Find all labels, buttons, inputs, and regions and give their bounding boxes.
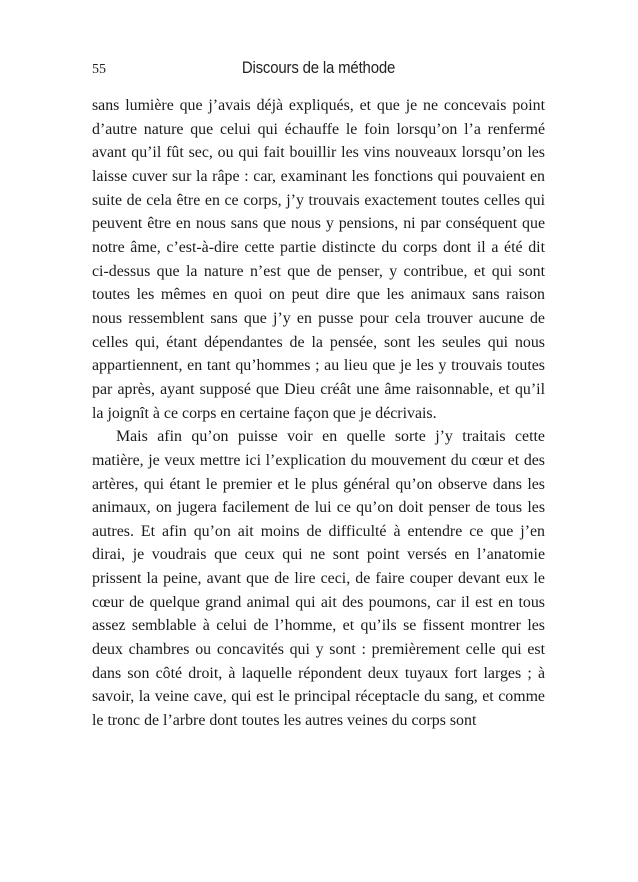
body-text bbox=[92, 94, 545, 733]
paragraph-2: Mais afin qu’on puisse voir en quelle sorte j’y traitais cette matière, je veux mettre ici l’explication du mouvement du cœur et des artères, qui étant le premier et le plus général qu’on observe dans les animaux, on jugera facilement de lui ce qu’on doit penser de tous les autres. Et afin qu’on ait moins de difficulté à entendre ce que j’en dirai, je voudrais que ceux qui ne sont point versés en l’anatomie prissent la peine, avant que de lire ceci, de faire couper devant eux le cœur de quelque grand animal qui ait des poumons, car il est en tous assez semblable à celui de l’homme, et qu’ils se fissent montrer les deux chambres ou concavités qui y sont : premièrement celle qui est dans son côté droit, à laquelle répondent deux tuyaux fort larges ; à savoir, la veine cave, qui est le principal réceptacle du sang, et comme le tronc de l’arbre dont toutes les autres veines du corps sont bbox=[92, 428, 545, 730]
book-title: Discours de la méthode bbox=[241, 58, 396, 77]
paragraph-1: sans lumière que j’avais déjà expliqués, et que je ne concevais point d’autre nature que celui qui échauffe le foin lorsqu’on l’a renfermé avant qu’il fût sec, ou qui fait bouillir les vins nouveaux lorsqu’on les laisse cuver sur la râpe : car, examinant les fonctions qui pouvaient en suite de cela être en ce corps, j’y trouvais exactement toutes celles qui peuvent être en nous sans que nous y pensions, ni par conséquent que notre âme, c’est-à-dire cette partie distincte du corps dont il a été dit ci-dessus que la nature n’est que de penser, y contribue, et qui sont toutes les mêmes en quoi on peut dire que les animaux sans raison nous ressemblent sans que j’y en pusse pour cela trouver aucune de celles qui, étant dépendantes de la pensée, sont les seules qui nous appartiennent, en tant qu’hommes ; au lieu que je les y trouvais toutes par après, ayant supposé que Dieu créât une âme raisonnable, et qu’il la joignît à ce corps en certaine façon que je décrivais. bbox=[92, 97, 545, 422]
page-number: 55 bbox=[92, 62, 106, 77]
running-head bbox=[92, 58, 545, 82]
